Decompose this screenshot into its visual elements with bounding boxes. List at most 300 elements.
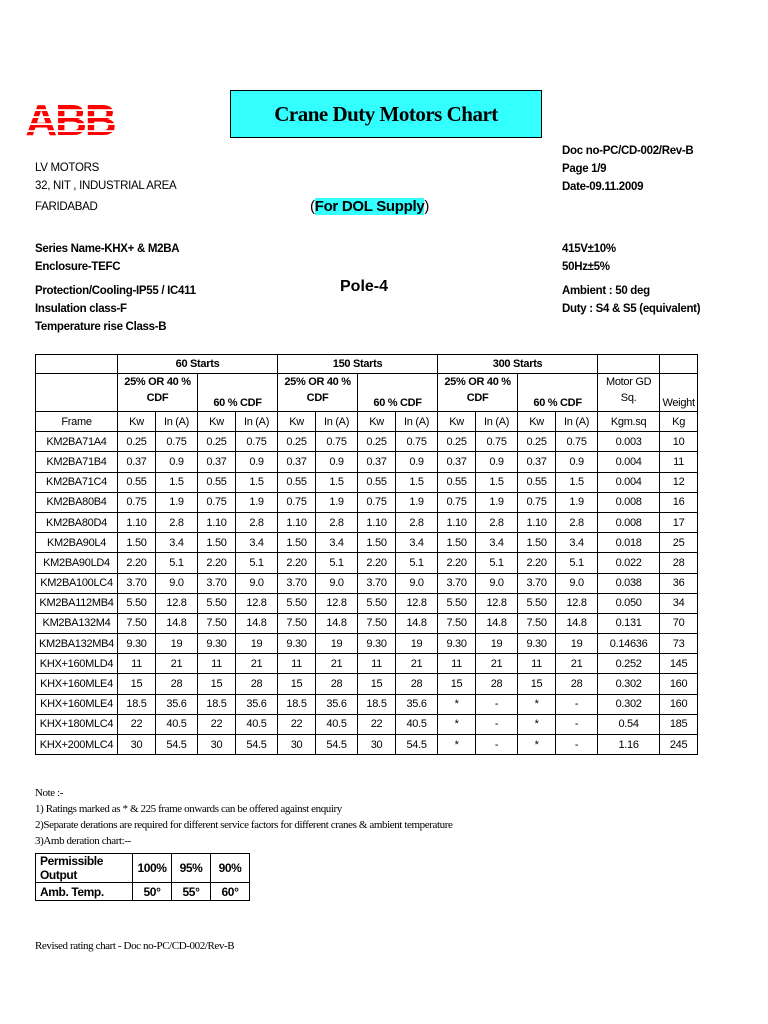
value-cell: 5.50 [518,593,556,613]
value-cell: 5.50 [118,593,156,613]
value-cell: 18.5 [358,694,396,714]
value-cell: 1.9 [316,492,358,512]
value-cell: 18.5 [118,694,156,714]
value-cell: 1.50 [198,533,236,553]
value-cell: 54.5 [316,735,358,755]
value-cell: 1.10 [438,512,476,532]
right-specs [562,240,700,318]
frame-cell: KM2BA132M4 [36,613,118,633]
value-cell: - [556,714,598,734]
group-300-starts: 300 Starts [438,355,598,374]
value-cell: 11 [198,654,236,674]
value-cell: 28 [556,674,598,694]
value-cell: 1.50 [358,533,396,553]
weight-header: Weight [660,374,698,412]
temp-value: 55° [172,883,211,901]
value-cell: 11 [518,654,556,674]
motor-gd-header: Motor GD Sq. [598,374,660,412]
value-cell: 14.8 [156,613,198,633]
value-cell: 7.50 [358,613,396,633]
value-cell: 15 [518,674,556,694]
value-cell: 7.50 [438,613,476,633]
spec-protection: Protection/Cooling-IP55 / IC411 [35,285,196,297]
value-cell: 0.302 [598,674,660,694]
unit-header-cell: In (A) [236,412,278,432]
deration-temp-row [36,883,250,901]
table-row [36,512,698,532]
frame-cell: KHX+160MLD4 [36,654,118,674]
value-cell: 35.6 [396,694,438,714]
value-cell: 0.55 [438,472,476,492]
temp-value: 50° [133,883,172,901]
value-cell: 54.5 [236,735,278,755]
table-row [36,613,698,633]
value-cell: 3.70 [198,573,236,593]
value-cell: 3.70 [358,573,396,593]
value-cell: 9.30 [438,634,476,654]
value-cell: 0.25 [198,432,236,452]
value-cell: 28 [396,674,438,694]
value-cell: 1.9 [476,492,518,512]
value-cell: 0.008 [598,492,660,512]
value-cell: 21 [156,654,198,674]
supply-label: (For DOL Supply) [310,198,430,215]
value-cell: 0.9 [156,452,198,472]
value-cell: 3.70 [518,573,556,593]
value-cell: 0.37 [118,452,156,472]
value-cell: 0.9 [236,452,278,472]
value-cell: 21 [476,654,518,674]
value-cell: 30 [118,735,156,755]
value-cell: 1.16 [598,735,660,755]
value-cell: 145 [660,654,698,674]
page-number: Page 1/9 [562,163,607,175]
value-cell: 1.50 [438,533,476,553]
value-cell: 2.20 [118,553,156,573]
temp-label: Amb. Temp. [36,883,133,901]
value-cell: 2.8 [476,512,518,532]
value-cell: 19 [236,634,278,654]
value-cell: 0.75 [556,432,598,452]
value-cell: 0.9 [396,452,438,472]
value-cell: 22 [358,714,396,734]
value-cell: 0.022 [598,553,660,573]
value-cell: 2.8 [236,512,278,532]
value-cell: 1.5 [476,472,518,492]
doc-date: Date-09.11.2009 [562,181,644,193]
value-cell: 11 [278,654,316,674]
value-cell: 5.50 [198,593,236,613]
value-cell: 40.5 [236,714,278,734]
value-cell: 3.70 [438,573,476,593]
value-cell: 11 [438,654,476,674]
value-cell: 14.8 [396,613,438,633]
value-cell: * [438,735,476,755]
value-cell: 0.55 [518,472,556,492]
value-cell: 15 [118,674,156,694]
value-cell: 160 [660,674,698,694]
value-cell: 0.003 [598,432,660,452]
value-cell: 22 [118,714,156,734]
value-cell: 0.75 [236,432,278,452]
value-cell: 0.008 [598,512,660,532]
table-row [36,553,698,573]
value-cell: 11 [358,654,396,674]
value-cell: 14.8 [316,613,358,633]
value-cell: 19 [316,634,358,654]
value-cell: 3.4 [556,533,598,553]
temp-value: 60° [211,883,250,901]
value-cell: 0.75 [396,432,438,452]
value-cell: 0.55 [278,472,316,492]
table-row [36,452,698,472]
value-cell: 14.8 [236,613,278,633]
note-heading: Note :- [35,787,64,799]
value-cell: 0.75 [476,432,518,452]
value-cell: 0.14636 [598,634,660,654]
value-cell: 19 [556,634,598,654]
unit-header-cell: In (A) [156,412,198,432]
value-cell: 2.20 [358,553,396,573]
value-cell: 9.0 [556,573,598,593]
frame-cell: KM2BA112MB4 [36,593,118,613]
value-cell: 1.9 [556,492,598,512]
spec-duty: Duty : S4 & S5 (equivalent) [562,303,701,315]
unit-header-cell: Kg [660,412,698,432]
value-cell: 9.30 [518,634,556,654]
value-cell: 1.9 [396,492,438,512]
frame-cell: KM2BA71B4 [36,452,118,472]
note-3: 3)Amb deration chart:-- [35,835,131,847]
value-cell: 0.018 [598,533,660,553]
unit-header-cell: Kw [118,412,156,432]
unit-header-cell: In (A) [476,412,518,432]
value-cell: 7.50 [118,613,156,633]
value-cell: 0.25 [118,432,156,452]
value-cell: 18.5 [278,694,316,714]
value-cell: 7.50 [278,613,316,633]
spec-ambient: Ambient : 50 deg [562,285,650,297]
value-cell: 1.10 [278,512,316,532]
value-cell: 21 [236,654,278,674]
value-cell: - [556,735,598,755]
value-cell: 30 [358,735,396,755]
value-cell: 12.8 [396,593,438,613]
value-cell: 1.50 [518,533,556,553]
abb-logo [25,96,115,145]
value-cell: 70 [660,613,698,633]
value-cell: 5.1 [156,553,198,573]
value-cell: 14.8 [476,613,518,633]
value-cell: 12.8 [476,593,518,613]
value-cell: 1.10 [198,512,236,532]
frame-cell: KHX+180MLC4 [36,714,118,734]
spec-series: Series Name-KHX+ & M2BA [35,243,180,255]
value-cell: 16 [660,492,698,512]
note-2: 2)Separate derations are required for different service factors for different cranes & ambient temperature [35,819,453,831]
value-cell: 22 [278,714,316,734]
value-cell: 12.8 [236,593,278,613]
value-cell: 2.8 [396,512,438,532]
empty-header [36,374,118,412]
unit-header-cell: Kgm.sq [598,412,660,432]
value-cell: 0.9 [476,452,518,472]
cdf-25-40-header: 25% OR 40 % CDF [438,374,518,412]
value-cell: 0.9 [316,452,358,472]
unit-header-cell: Kw [438,412,476,432]
value-cell: 30 [278,735,316,755]
value-cell: 35.6 [156,694,198,714]
value-cell: 0.004 [598,472,660,492]
value-cell: 0.038 [598,573,660,593]
spec-insulation: Insulation class-F [35,303,127,315]
value-cell: 5.1 [476,553,518,573]
value-cell: 28 [236,674,278,694]
empty-header [660,355,698,374]
deration-output-row [36,854,250,883]
value-cell: * [438,694,476,714]
address-block [35,159,176,216]
output-value: 90% [211,854,250,883]
frame-cell: KM2BA132MB4 [36,634,118,654]
value-cell: 0.131 [598,613,660,633]
value-cell: 15 [438,674,476,694]
output-value: 100% [133,854,172,883]
value-cell: 9.0 [396,573,438,593]
value-cell: 0.75 [518,492,556,512]
value-cell: 2.8 [156,512,198,532]
notes-block [35,785,452,849]
empty-header [598,355,660,374]
value-cell: 0.25 [518,432,556,452]
value-cell: 2.8 [556,512,598,532]
value-cell: 1.5 [156,472,198,492]
value-cell: 1.50 [278,533,316,553]
table-row [36,533,698,553]
value-cell: 0.37 [358,452,396,472]
value-cell: 0.75 [316,432,358,452]
value-cell: 28 [476,674,518,694]
value-cell: 1.10 [118,512,156,532]
value-cell: 10 [660,432,698,452]
value-cell: 15 [198,674,236,694]
frame-cell: KM2BA71A4 [36,432,118,452]
value-cell: 0.9 [556,452,598,472]
value-cell: 40.5 [316,714,358,734]
address-line-1: LV MOTORS [35,162,99,174]
value-cell: 28 [660,553,698,573]
output-label: Permissible Output [36,854,133,883]
value-cell: 2.20 [198,553,236,573]
table-row [36,593,698,613]
value-cell: 0.37 [198,452,236,472]
value-cell: 5.50 [358,593,396,613]
unit-header-cell: Kw [278,412,316,432]
frame-cell: KM2BA100LC4 [36,573,118,593]
value-cell: * [518,735,556,755]
table-row [36,654,698,674]
value-cell: 3.4 [396,533,438,553]
spec-voltage: 415V±10% [562,243,616,255]
value-cell: 19 [476,634,518,654]
group-header-row [36,355,698,374]
unit-header-cell: Frame [36,412,118,432]
sub-header-row [36,374,698,412]
value-cell: 1.5 [396,472,438,492]
value-cell: 21 [556,654,598,674]
value-cell: 1.9 [156,492,198,512]
value-cell: 3.4 [316,533,358,553]
value-cell: 17 [660,512,698,532]
table-row [36,432,698,452]
frame-cell: KHX+200MLC4 [36,735,118,755]
value-cell: 0.25 [278,432,316,452]
value-cell: 0.75 [278,492,316,512]
revised-footer: Revised rating chart - Doc no-PC/CD-002/Rev-B [35,940,235,952]
value-cell: 9.30 [358,634,396,654]
value-cell: 28 [316,674,358,694]
unit-header-cell: In (A) [396,412,438,432]
value-cell: 9.30 [278,634,316,654]
value-cell: 245 [660,735,698,755]
table-row [36,735,698,755]
cdf-60-header: 60 % CDF [198,374,278,412]
value-cell: - [476,694,518,714]
unit-header-cell: Kw [518,412,556,432]
value-cell: 7.50 [198,613,236,633]
units-header-row [36,412,698,432]
value-cell: 2.20 [438,553,476,573]
output-value: 95% [172,854,211,883]
value-cell: - [476,714,518,734]
address-line-2: 32, NIT , INDUSTRIAL AREA [35,180,177,192]
table-row [36,472,698,492]
address-line-3: FARIDABAD [35,201,98,213]
unit-header-cell: In (A) [316,412,358,432]
value-cell: 5.1 [316,553,358,573]
value-cell: 2.8 [316,512,358,532]
value-cell: 0.75 [198,492,236,512]
value-cell: 1.5 [236,472,278,492]
value-cell: 9.0 [236,573,278,593]
value-cell: 15 [358,674,396,694]
value-cell: 5.1 [236,553,278,573]
frame-cell: KM2BA90LD4 [36,553,118,573]
deration-table [35,853,250,901]
value-cell: 9.30 [198,634,236,654]
table-row [36,492,698,512]
value-cell: 0.55 [358,472,396,492]
value-cell: 25 [660,533,698,553]
cdf-25-40-header: 25% OR 40 % CDF [118,374,198,412]
frame-cell: KHX+160MLE4 [36,674,118,694]
doc-number: Doc no-PC/CD-002/Rev-B [562,145,694,157]
value-cell: 1.9 [236,492,278,512]
value-cell: 12.8 [316,593,358,613]
page-title: Crane Duty Motors Chart [230,90,542,138]
value-cell: 0.37 [438,452,476,472]
left-specs [35,240,196,336]
value-cell: 0.54 [598,714,660,734]
value-cell: 0.37 [518,452,556,472]
value-cell: 35.6 [236,694,278,714]
value-cell: 2.20 [278,553,316,573]
value-cell: 28 [156,674,198,694]
value-cell: 36 [660,573,698,593]
value-cell: 12.8 [156,593,198,613]
value-cell: 0.302 [598,694,660,714]
value-cell: 185 [660,714,698,734]
value-cell: 21 [316,654,358,674]
value-cell: 2.20 [518,553,556,573]
table-row [36,694,698,714]
value-cell: 1.5 [316,472,358,492]
value-cell: 0.252 [598,654,660,674]
value-cell: 0.37 [278,452,316,472]
value-cell: 19 [396,634,438,654]
value-cell: 9.30 [118,634,156,654]
value-cell: 5.50 [278,593,316,613]
unit-header-cell: Kw [358,412,396,432]
frame-cell: KM2BA71C4 [36,472,118,492]
table-row [36,634,698,654]
value-cell: 0.75 [438,492,476,512]
value-cell: 0.25 [358,432,396,452]
value-cell: 5.1 [396,553,438,573]
value-cell: 0.75 [358,492,396,512]
table-row [36,714,698,734]
cdf-60-header: 60 % CDF [518,374,598,412]
value-cell: 12.8 [556,593,598,613]
value-cell: 18.5 [198,694,236,714]
value-cell: * [438,714,476,734]
value-cell: 0.55 [118,472,156,492]
value-cell: 11 [660,452,698,472]
value-cell: 3.4 [476,533,518,553]
value-cell: 14.8 [556,613,598,633]
frame-cell: KM2BA80B4 [36,492,118,512]
value-cell: 9.0 [316,573,358,593]
value-cell: 7.50 [518,613,556,633]
value-cell: 9.0 [156,573,198,593]
value-cell: - [556,694,598,714]
spec-temperature: Temperature rise Class-B [35,321,167,333]
value-cell: 5.50 [438,593,476,613]
table-row [36,674,698,694]
value-cell: 5.1 [556,553,598,573]
value-cell: 30 [198,735,236,755]
doc-info-block [562,142,693,196]
value-cell: 3.4 [156,533,198,553]
value-cell: 0.75 [156,432,198,452]
unit-header-cell: In (A) [556,412,598,432]
value-cell: 0.55 [198,472,236,492]
group-150-starts: 150 Starts [278,355,438,374]
unit-header-cell: Kw [198,412,236,432]
value-cell: 0.75 [118,492,156,512]
spec-enclosure: Enclosure-TEFC [35,261,121,273]
value-cell: 54.5 [396,735,438,755]
cdf-60-header: 60 % CDF [358,374,438,412]
motor-ratings-table [35,354,698,755]
frame-cell: KHX+160MLE4 [36,694,118,714]
value-cell: 34 [660,593,698,613]
value-cell: 19 [156,634,198,654]
value-cell: 40.5 [156,714,198,734]
note-1: 1) Ratings marked as * & 225 frame onwards can be offered against enquiry [35,803,342,815]
value-cell: 15 [278,674,316,694]
value-cell: - [476,735,518,755]
